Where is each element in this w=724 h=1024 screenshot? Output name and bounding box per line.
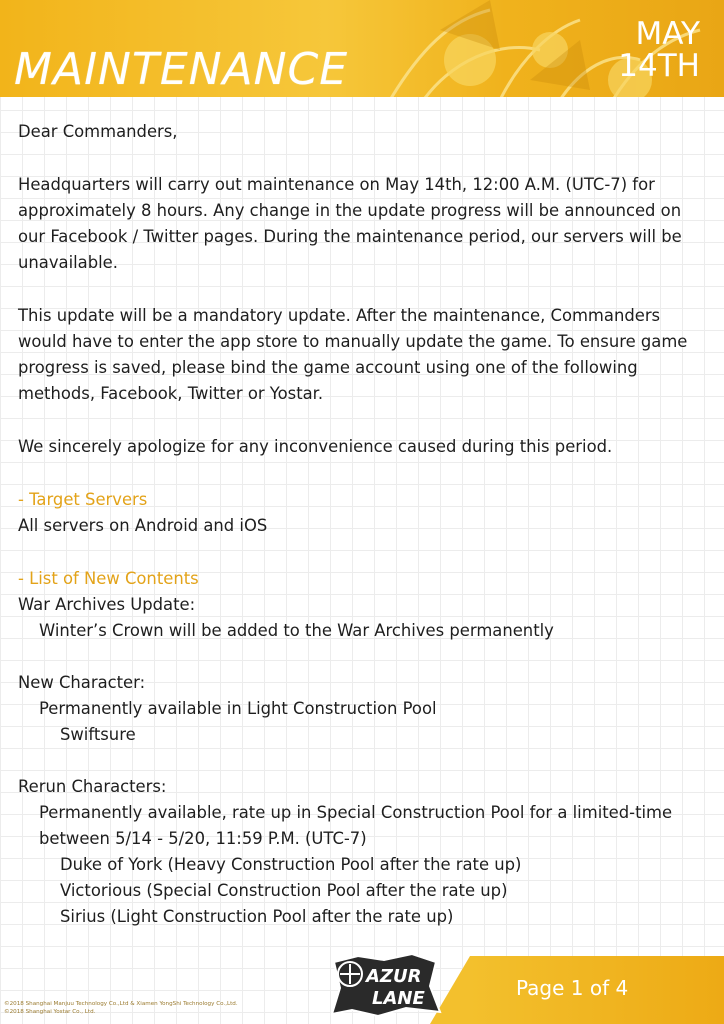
copyright-notice [4, 1001, 238, 1016]
date-day: 14TH [618, 48, 700, 84]
target-servers-text: All servers on Android and iOS [18, 516, 268, 535]
azur-lane-logo [328, 952, 444, 1018]
logo-text-top: AZUR [366, 966, 422, 987]
maintenance-date [590, 18, 700, 82]
war-archives-heading: War Archives Update: [18, 595, 196, 614]
new-contents-heading: - List of New Contents [18, 569, 199, 588]
rerun-pool-line-1: Permanently available, rate up in Special Construction Pool for a limited-time [39, 803, 673, 822]
copyright-line-1: ©2018 Shanghai Manjuu Technology Co.,Ltd & Xiamen YongShi Technology Co.,Ltd. [4, 1001, 238, 1007]
page-indicator: Page 1 of 4 [516, 976, 629, 1000]
rerun-item-duke-of-york: Duke of York (Heavy Construction Pool after the rate up) [60, 855, 522, 874]
new-character-name: Swiftsure [60, 725, 136, 744]
rerun-characters-heading: Rerun Characters: [18, 777, 167, 796]
apology-paragraph: We sincerely apologize for any inconvenience caused during this period. [18, 437, 613, 456]
rerun-item-victorious: Victorious (Special Construction Pool after the rate up) [60, 881, 508, 900]
rerun-item-sirius: Sirius (Light Construction Pool after the rate up) [60, 907, 454, 926]
copyright-line-2: ©2018 Shanghai Yostar Co., Ltd. [4, 1008, 96, 1015]
new-character-heading: New Character: [18, 673, 146, 692]
greeting: Dear Commanders, [18, 122, 178, 141]
maintenance-paragraph: Headquarters will carry out maintenance on May 14th, 12:00 A.M. (UTC-7) for approximately 8 hours. Any change in the update progress will be announced on our Facebook / Twitter pages. During the maintenance period, our servers will be unavailable. [18, 175, 682, 272]
logo-text-bottom: LANE [372, 988, 425, 1009]
war-archives-item: Winter’s Crown will be added to the War Archives permanently [39, 621, 554, 640]
rerun-pool-line-2: between 5/14 - 5/20, 11:59 P.M. (UTC-7) [39, 829, 367, 848]
maintenance-banner [0, 0, 724, 97]
new-character-pool: Permanently available in Light Construction Pool [39, 699, 437, 718]
page-title: MAINTENANCE [14, 44, 349, 95]
mandatory-update-paragraph: This update will be a mandatory update. After the maintenance, Commanders would have to enter the app store to manually update the game. To ensure game progress is saved, please bind the game account using one of the following methods, Facebook, Twitter or Yostar. [18, 306, 688, 403]
target-servers-heading: - Target Servers [18, 490, 148, 509]
notice-body [18, 119, 698, 930]
date-month: MAY [635, 16, 700, 52]
